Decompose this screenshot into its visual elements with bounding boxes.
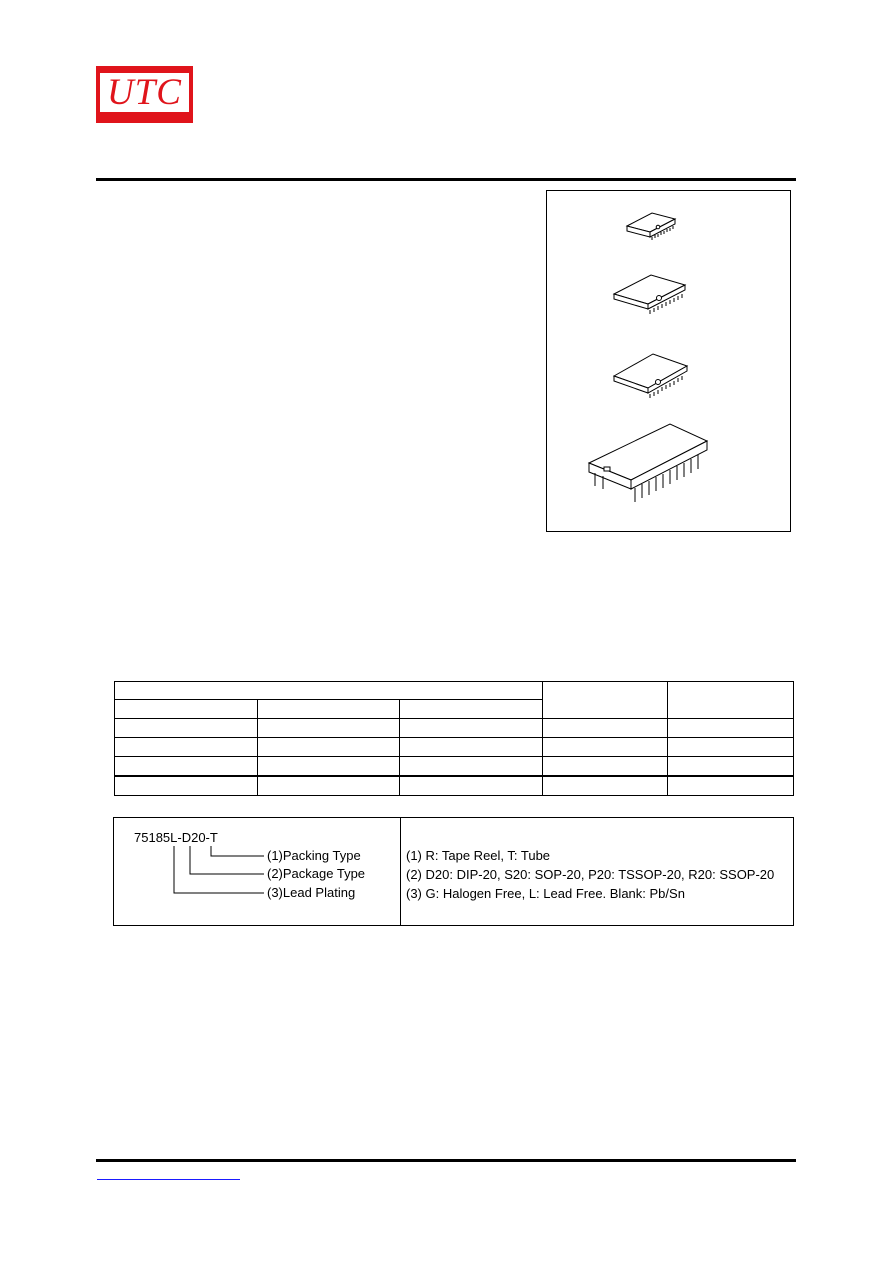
table-cell <box>668 757 794 777</box>
table-cell <box>400 776 543 796</box>
footer-website-link[interactable] <box>97 1167 240 1180</box>
tssop-20-chip-icon <box>627 213 675 240</box>
table-cell <box>115 719 258 738</box>
lead-plating-label: (3)Lead Plating <box>267 885 356 900</box>
table-cell <box>115 757 258 777</box>
table-cell <box>257 776 400 796</box>
table-cell <box>400 757 543 777</box>
table-cell <box>115 738 258 757</box>
footer-rule <box>96 1159 796 1162</box>
part-number: 75185L-D20-T <box>134 830 218 845</box>
table-row <box>115 719 794 738</box>
dip-20-chip-icon <box>589 424 707 502</box>
table-cell <box>668 776 794 796</box>
ordering-number-header <box>115 682 543 700</box>
header-rule <box>96 178 796 181</box>
ssop-20-chip-icon <box>614 275 685 314</box>
lead-plating-description: (3) G: Halogen Free, L: Lead Free. Blank: Pb/Sn <box>406 886 685 901</box>
logo-inner <box>100 73 189 112</box>
table-cell <box>668 719 794 738</box>
package-type-description: (2) D20: DIP-20, S20: SOP-20, P20: TSSOP-20, R20: SSOP-20 <box>406 867 775 882</box>
table-cell <box>543 738 668 757</box>
table-cell <box>543 776 668 796</box>
utc-logo <box>96 66 193 123</box>
ordering-info-table <box>114 681 794 796</box>
package-images-box <box>546 190 791 532</box>
table-cell <box>543 757 668 777</box>
table-cell <box>257 757 400 777</box>
table-cell <box>257 738 400 757</box>
sop-20-chip-icon <box>614 354 687 398</box>
table-cell <box>668 738 794 757</box>
code-box-divider <box>400 818 401 925</box>
package-header <box>543 682 668 719</box>
table-cell <box>543 719 668 738</box>
table-cell <box>400 738 543 757</box>
table-cell <box>115 776 258 796</box>
table-row <box>115 738 794 757</box>
ordering-code-box <box>113 817 794 926</box>
package-type-label: (2)Package Type <box>267 866 366 881</box>
table-header-row <box>115 682 794 700</box>
package-illustrations <box>547 191 792 533</box>
halogen-free-header <box>257 700 400 719</box>
packing-header <box>668 682 794 719</box>
packing-type-description: (1) R: Tape Reel, T: Tube <box>406 848 551 863</box>
normal-header <box>400 700 543 719</box>
logo-text: UTC <box>107 72 182 113</box>
table-row <box>115 776 794 796</box>
packing-type-label: (1)Packing Type <box>267 848 361 863</box>
table-cell <box>400 719 543 738</box>
table-row <box>115 757 794 777</box>
table-cell <box>257 719 400 738</box>
lead-free-header <box>115 700 258 719</box>
